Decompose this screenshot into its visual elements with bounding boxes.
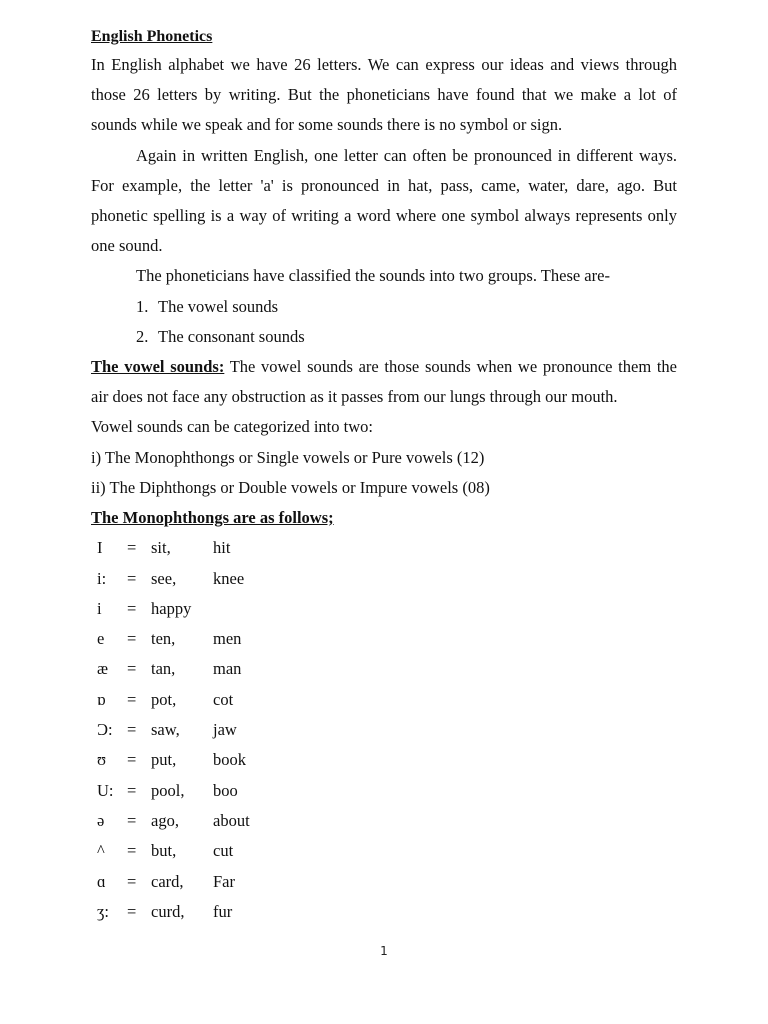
vowel-sounds-heading: The vowel sounds: [91, 357, 225, 377]
document-page [91, 26, 677, 927]
vowel-sounds-paragraph [91, 352, 677, 412]
table-row [91, 564, 677, 594]
phonetic-symbol: U: [97, 780, 114, 800]
table-row [91, 624, 677, 654]
sound-groups-list [91, 292, 677, 352]
example-word-1: curd, [151, 901, 185, 921]
equals-sign: = [127, 629, 137, 649]
vowel-sounds-description: The vowel sounds are those sounds when we pronounce them the air does not face any obstruction as it passes from our lungs through our mouth. [91, 357, 677, 407]
phonetic-symbol: i: [97, 568, 107, 588]
equals-sign: = [127, 841, 137, 861]
example-word-1: tan, [151, 659, 176, 679]
example-word-1: see, [151, 568, 177, 588]
example-word-1: ago, [151, 810, 179, 830]
example-word-1: sit, [151, 538, 171, 558]
page-number: 1 [380, 944, 388, 958]
monophthongs-heading: The Monophthongs are as follows; [91, 508, 334, 528]
equals-sign: = [127, 750, 137, 770]
example-word-2: fur [213, 901, 233, 921]
phonetic-symbol: e [97, 629, 105, 649]
table-row [91, 867, 677, 897]
equals-sign: = [127, 568, 137, 588]
list-item-label: The vowel sounds [158, 296, 279, 316]
list-item-number: 2. [136, 326, 149, 346]
equals-sign: = [127, 598, 137, 618]
table-row [91, 685, 677, 715]
example-word-2: jaw [213, 720, 237, 740]
table-row [91, 745, 677, 775]
equals-sign: = [127, 689, 137, 709]
equals-sign: = [127, 871, 137, 891]
table-row [91, 594, 677, 624]
category-monophthongs: i) The Monophthongs or Single vowels or Pure vowels (12) [91, 447, 485, 467]
table-row [91, 715, 677, 745]
document-title: English Phonetics [91, 28, 213, 45]
example-word-1: card, [151, 871, 184, 891]
equals-sign: = [127, 538, 137, 558]
example-word-2: man [213, 659, 242, 679]
equals-sign: = [127, 659, 137, 679]
table-row [91, 897, 677, 927]
example-word-1: but, [151, 841, 177, 861]
list-item-label: The consonant sounds [158, 326, 305, 346]
table-row [91, 533, 677, 563]
example-word-2: Far [213, 871, 235, 891]
equals-sign: = [127, 780, 137, 800]
example-word-2: about [213, 810, 250, 830]
phonetic-symbol: Ɔ: [97, 720, 113, 740]
example-word-2: book [213, 750, 246, 770]
example-word-2: cot [213, 689, 234, 709]
example-word-1: happy [151, 598, 192, 618]
list-item-number: 1. [136, 296, 149, 316]
example-word-1: pool, [151, 780, 185, 800]
example-word-2: men [213, 629, 242, 649]
phonetic-symbol: ɒ [97, 689, 106, 709]
equals-sign: = [127, 810, 137, 830]
example-word-2: hit [213, 538, 231, 558]
example-word-1: saw, [151, 720, 180, 740]
phonetic-symbol: ɑ [97, 871, 106, 891]
example-word-2: cut [213, 841, 234, 861]
category-diphthongs: ii) The Diphthongs or Double vowels or Impure vowels (08) [91, 477, 490, 497]
table-row [91, 806, 677, 836]
example-word-1: put, [151, 750, 177, 770]
table-row [91, 654, 677, 684]
equals-sign: = [127, 901, 137, 921]
table-row [91, 836, 677, 866]
phonetic-symbol: ^ [97, 841, 105, 861]
list-item [91, 322, 677, 352]
vowel-categories-intro: Vowel sounds can be categorized into two: [91, 417, 373, 437]
phonetic-symbol: ə [97, 810, 105, 830]
intro-paragraph: In English alphabet we have 26 letters. We can express our ideas and views through those 26 letters by writing. But the phoneticians have found that we make a lot of sounds while we speak and for some sounds there is no symbol or sign. [91, 55, 677, 135]
list-item [91, 292, 677, 322]
example-word-1: ten, [151, 629, 176, 649]
monophthongs-table [91, 533, 677, 927]
example-word-2 [213, 594, 313, 624]
example-word-2: knee [213, 568, 245, 588]
example-word-2: boo [213, 780, 238, 800]
classification-paragraph: The phoneticians have classified the sounds into two groups. These are- [136, 266, 610, 286]
phonetic-symbol: i [97, 598, 102, 618]
phonetic-symbol: ʒ: [97, 901, 109, 921]
second-paragraph: Again in written English, one letter can often be pronounced in different ways. For example, the letter 'a' is pronounced in hat, pass, came, water, dare, ago. But phonetic spelling is a way of writing a word where one symbol always represents only one sound. [91, 145, 677, 256]
phonetic-symbol: æ [97, 659, 109, 679]
example-word-1: pot, [151, 689, 177, 709]
phonetic-symbol: ʊ [97, 750, 107, 770]
phonetic-symbol: I [97, 538, 103, 558]
equals-sign: = [127, 720, 137, 740]
table-row [91, 776, 677, 806]
